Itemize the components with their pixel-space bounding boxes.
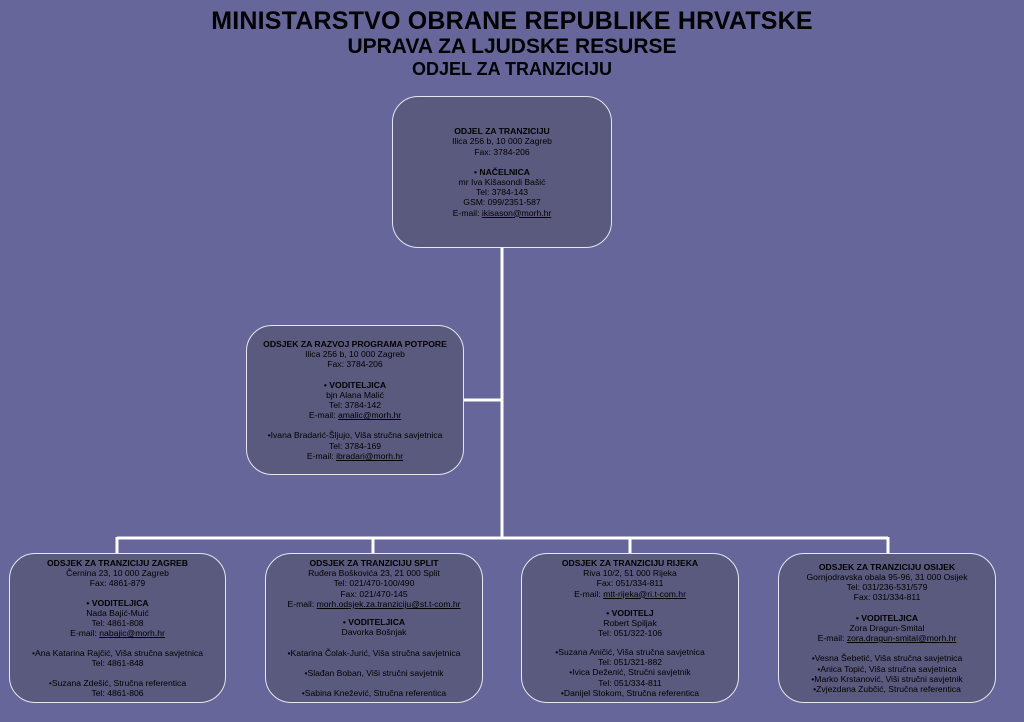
mid-name: bjn Alana Malić	[326, 389, 384, 400]
rijeka-fax: Fax: 051/334-811	[596, 578, 664, 589]
rijeka-staff-3-name: •Danijel Stokom, Stručna referentica	[560, 687, 700, 698]
top-fax: Fax: 3784-206	[474, 146, 530, 157]
osijek-staff-2: •Anica Topić, Viša stručna savjetnica	[817, 663, 957, 674]
mid-tel: Tel: 3784-142	[328, 400, 382, 410]
osijek-name: Zora Dragun-Smital	[849, 622, 925, 633]
box-zagreb	[9, 553, 226, 703]
top-email-link[interactable]: ikisason@morh.hr	[481, 207, 552, 218]
zagreb-staff-2-tel: Tel: 4861-806	[91, 687, 144, 698]
top-gsm: GSM: 099/2351-587	[463, 197, 541, 208]
zagreb-staff-1-name: •Ana Katarina Rajčić, Viša stručna savjetnica	[32, 647, 203, 658]
rijeka-email-line: E-mail: mtt-rijeka@ri.t-com.hr	[574, 588, 686, 599]
top-tel: Tel: 3784-143	[475, 187, 529, 198]
osijek-title: ODSJEK ZA TRANZICIJU OSIJEK	[818, 561, 956, 572]
mid-address: Ilica 256 b, 10 000 Zagreb	[305, 349, 405, 360]
box-odjel-za-tranziciju	[392, 96, 612, 248]
zagreb-email-line: E-mail: nabajic@morh.hr	[70, 628, 165, 639]
mid-staff-email-link[interactable]: ibradari@morh.hr	[336, 450, 404, 461]
mid-email-link[interactable]: amalic@morh.hr	[337, 410, 402, 421]
zagreb-role: • VODITELJICA	[86, 597, 149, 608]
osijek-staff-1: •Vesna Šebetić, Viša stručna savjetnica	[811, 653, 963, 664]
split-tel: Tel: 021/470-100/490	[333, 578, 415, 589]
top-address: Ilica 256 b, 10 000 Zagreb	[452, 136, 552, 147]
directorate-title: UPRAVA ZA LJUDSKE RESURSE	[347, 35, 677, 58]
rijeka-staff-2-tel: Tel: 051/334-811	[598, 677, 662, 688]
box-split	[265, 553, 483, 703]
rijeka-name: Robert Spiljak	[603, 617, 657, 628]
rijeka-email-link[interactable]: mtt-rijeka@ri.t-com.hr	[603, 588, 686, 599]
osijek-tel: Tel: 031/236-531/579	[846, 582, 928, 593]
rijeka-staff-2-name: •Ivica Dežелić, Stručni savjetnik	[569, 667, 691, 678]
zagreb-address: Černina 23, 10 000 Zagreb	[66, 568, 169, 579]
osijek-email-link[interactable]: zora.dragun-smital@morh.hr	[846, 633, 957, 644]
split-staff-2: •Slađan Boban, Viši stručni savjetnik	[304, 667, 444, 678]
mid-title: ODSJEK ZA RAZVOJ PROGRAMA POTPORE	[263, 338, 447, 349]
zagreb-staff-2-name: •Suzana Zdešić, Stručna referentica	[48, 677, 187, 688]
osijek-email-line: E-mail: zora.dragun-smital@morh.hr	[817, 633, 957, 644]
zagreb-staff-1-tel: Tel: 4861-848	[91, 658, 144, 669]
mid-role: • VODITELJICA	[323, 379, 387, 390]
box-rijeka	[521, 553, 739, 703]
mid-staff-tel: Tel: 3784-169	[328, 440, 382, 451]
mid-staff-email-line: E-mail: ibradari@morh.hr	[306, 450, 404, 461]
zagreb-title: ODSJEK ZA TRANZICIJU ZAGREB	[46, 558, 188, 568]
rijeka-staff-1-name: •Suzana Aničić, Viša stručna savjetnica	[555, 646, 705, 657]
osijek-role: • VODITELJICA	[855, 612, 919, 623]
split-email-line: E-mail: morh.odsjek.za.tranziciju@st.t-com.hr	[287, 598, 461, 609]
split-staff-1: •Katarina Čolak-Jurić, Viša stručna savjetnica	[287, 647, 461, 658]
rijeka-address: Riva 10/2, 51 000 Rijeka	[583, 568, 677, 579]
top-title: ODJEL ZA TRANZICIJU	[454, 126, 550, 137]
top-email-line: E-mail: ikisason@morh.hr	[452, 207, 552, 218]
rijeka-role: • VODITELJ	[606, 607, 654, 618]
ministry-title: MINISTARSTVO OBRANE REPUBLIKE HRVATSKE	[211, 7, 813, 35]
zagreb-fax: Fax: 4861-879	[89, 578, 146, 589]
split-fax: Fax: 021/470-145	[340, 588, 408, 599]
split-staff-3: •Sabina Knežević, Stručna referentica	[301, 687, 447, 698]
split-address: Ruđera Boškovića 23, 21 000 Split	[308, 568, 440, 579]
osijek-fax: Fax: 031/334-811	[853, 592, 921, 603]
top-role: • NAČELNICA	[473, 166, 530, 177]
zagreb-tel: Tel: 4861-808	[91, 618, 144, 629]
split-email-link[interactable]: morh.odsjek.za.tranziciju@st.t-com.hr	[316, 598, 461, 609]
rijeka-tel: Tel: 051/322-106	[597, 628, 663, 638]
mid-fax: Fax: 3784-206	[327, 359, 383, 370]
box-razvoj-programa-potpore	[246, 325, 464, 475]
box-osijek	[778, 553, 996, 703]
osijek-address: Gornjodravska obala 95-96, 31 000 Osijek	[806, 572, 968, 583]
split-title: ODSJEK ZA TRANZICIJU SPLIT	[309, 558, 439, 568]
zagreb-name: Nada Bajić-Muić	[86, 608, 149, 619]
mid-staff-name: •Ivana Bradarić-Šljujo, Viša stručna savjetnica	[267, 430, 443, 441]
osijek-staff-3: •Marko Krstanović, Viši stručni savjetnik	[811, 673, 963, 684]
rijeka-title: ODSJEK ZA TRANZICIJU RIJEKA	[561, 558, 699, 568]
split-name: Davorka Bošnjak	[341, 627, 407, 638]
osijek-staff-4: •Zvjezdana Zubčić, Stručna referentica	[813, 683, 961, 694]
rijeka-staff-1-tel: Tel: 051/321-882	[597, 657, 663, 668]
mid-email-line: E-mail: amalic@morh.hr	[308, 410, 402, 421]
zagreb-email-link[interactable]: nabajic@morh.hr	[99, 628, 165, 639]
top-name: mr Iva Kišasondi Bašić	[458, 177, 546, 187]
department-title: ODJEL ZA TRANZICIJU	[411, 59, 612, 79]
split-role: • VODITELJICA	[342, 617, 406, 628]
